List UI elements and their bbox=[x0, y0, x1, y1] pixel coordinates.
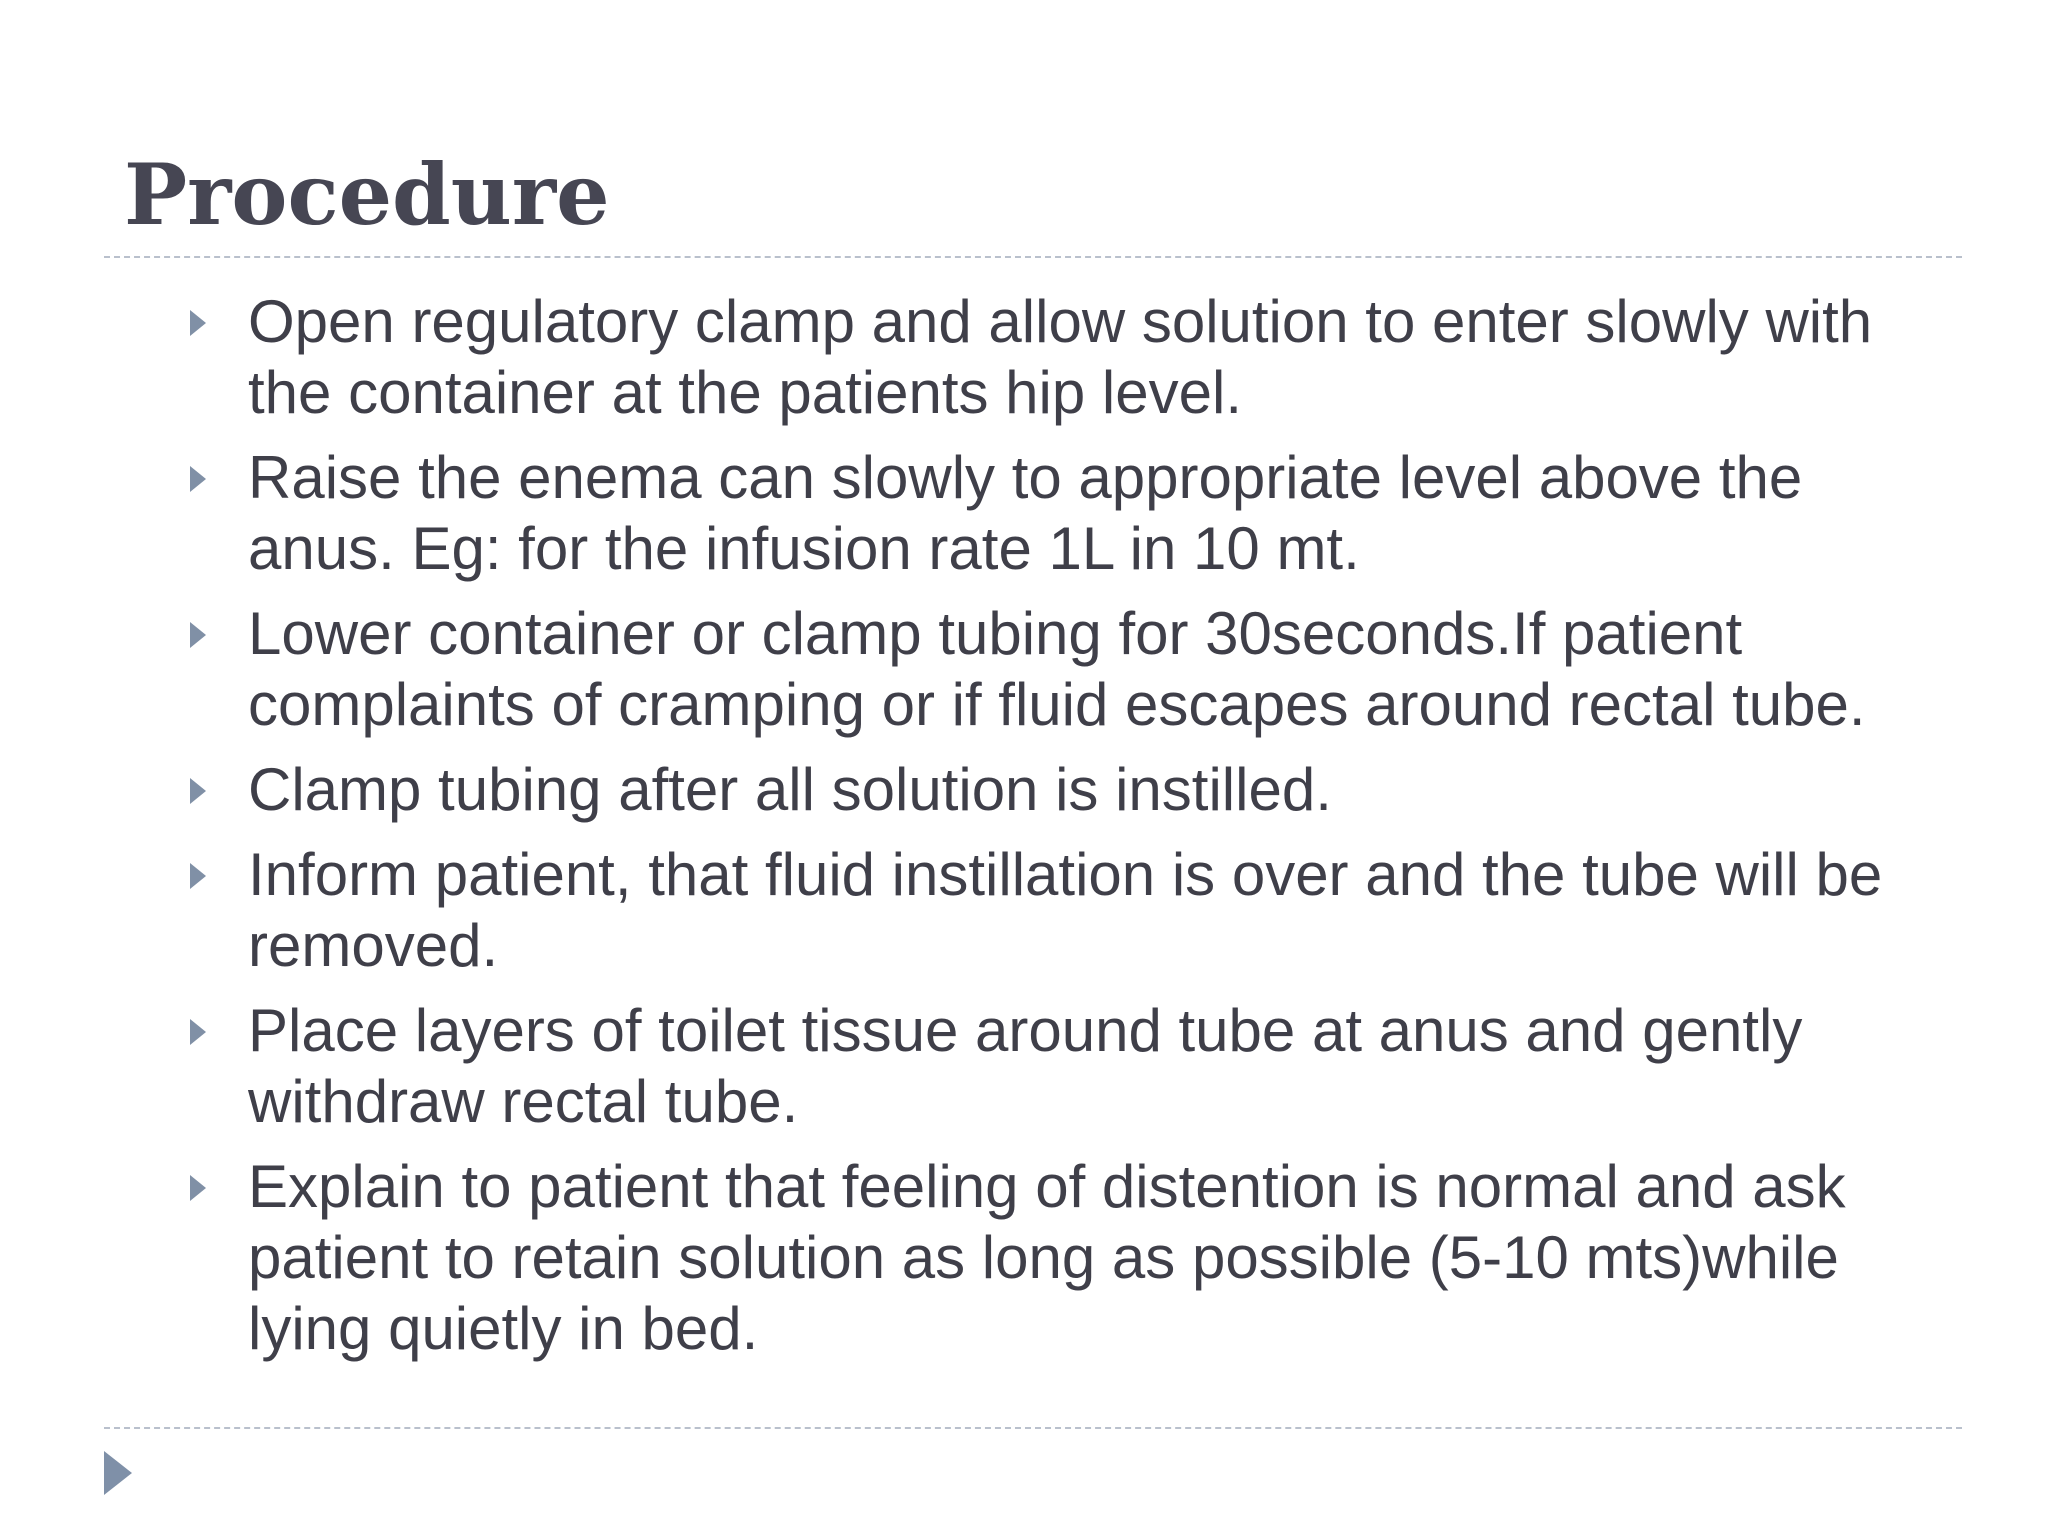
bullet-text: Clamp tubing after all solution is instilled. bbox=[248, 756, 1332, 823]
triangle-bullet-icon bbox=[190, 1019, 206, 1045]
triangle-bullet-icon bbox=[190, 622, 206, 648]
bullet-item bbox=[182, 598, 1922, 740]
bullet-text: Raise the enema can slowly to appropriate level above the anus. Eg: for the infusion rate 1L in 10 mt. bbox=[248, 444, 1803, 582]
bullet-text: Place layers of toilet tissue around tube at anus and gently withdraw rectal tube. bbox=[248, 997, 1803, 1135]
bullet-item bbox=[182, 995, 1922, 1137]
bullet-item bbox=[182, 839, 1922, 981]
bullet-item bbox=[182, 286, 1922, 428]
bullet-item bbox=[182, 754, 1922, 825]
triangle-bullet-icon bbox=[190, 466, 206, 492]
triangle-bullet-icon bbox=[190, 310, 206, 336]
bullet-item bbox=[182, 1151, 1922, 1364]
bullet-text: Lower container or clamp tubing for 30seconds.If patient complaints of cramping or if fluid escapes around rectal tube. bbox=[248, 600, 1866, 738]
triangle-bullet-icon bbox=[190, 778, 206, 804]
bullet-item bbox=[182, 442, 1922, 584]
bullet-text: Open regulatory clamp and allow solution to enter slowly with the container at the patients hip level. bbox=[248, 288, 1873, 426]
bullet-text: Inform patient, that fluid instillation is over and the tube will be removed. bbox=[248, 841, 1883, 979]
play-arrow-icon[interactable] bbox=[104, 1451, 132, 1495]
footer-divider bbox=[104, 1427, 1962, 1429]
title-divider bbox=[104, 256, 1962, 258]
bullet-text: Explain to patient that feeling of distention is normal and ask patient to retain solution as long as possible (5-10 mts)while lying quietly in bed. bbox=[248, 1153, 1846, 1362]
triangle-bullet-icon bbox=[190, 863, 206, 889]
bullet-list bbox=[182, 286, 1922, 1378]
triangle-bullet-icon bbox=[190, 1175, 206, 1201]
slide-title: Procedure bbox=[124, 145, 610, 244]
